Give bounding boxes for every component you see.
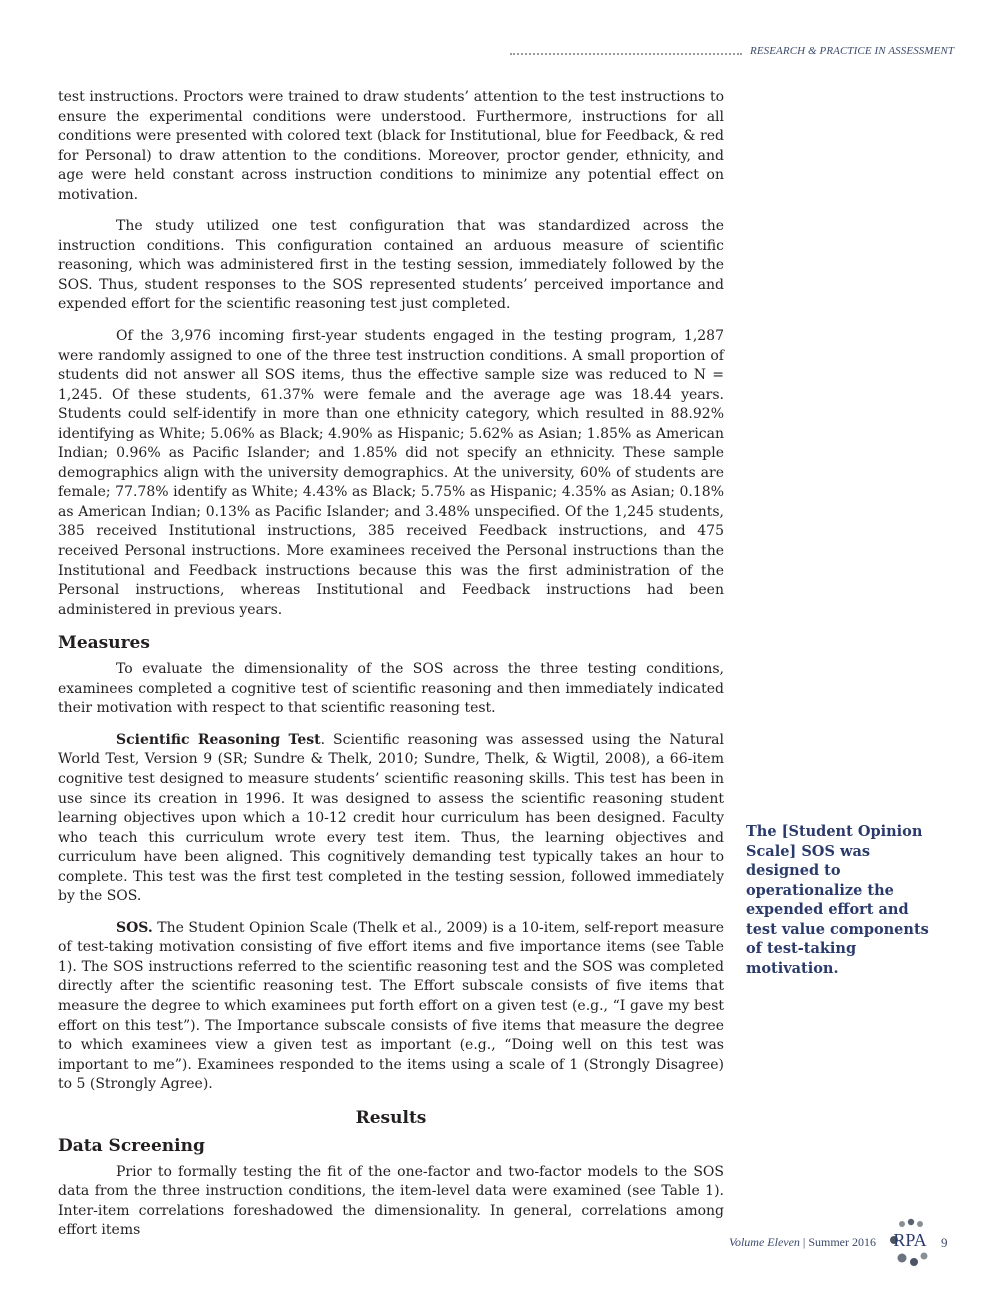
footer-separator: |	[799, 1235, 809, 1249]
paragraph-3: Of the 3,976 incoming first-year students engaged in the testing program, 1,287 were randomly assigned to one of the three test instruction conditions. A small proportion of students did not answer all SOS items, thus the effective sample size was reduced to N = 1,245. Of these students, 61.37% were female and the average age was 18.44 years. Students could self-identify in more than one ethnicity category, which resulted in 88.92% identifying as White; 5.06% as Black; 4.90% as Hispanic; 5.62% as Asian; 1.85% as American Indian; 0.96% as Pacific Islander; and 1.85% did not specify an ethnicity. These sample demographics align with the university demographics. At the university, 60% of students are female; 77.78% identify as White; 4.43% as Black; 5.75% as Hispanic; 4.35% as Asian; 0.18% as American Indian; 0.13% as Pacific Islander; and 3.48% unspecified. Of the 1,245 students, 385 received Institutional instructions, 385 received Feedback instructions, and 475 received Personal instructions. More examinees received the Personal instructions than the Institutional and Feedback instructions because this was the first administration of the Personal instructions, whereas Institutional and Feedback instructions had been administered in previous years.	[58, 328, 724, 618]
paragraph-4: To evaluate the dimensionality of the SOS across the three testing conditions, examinees completed a cognitive test of scientific reasoning and then immediately indicated their motivation with respect to that scientific reasoning test.	[58, 661, 724, 717]
footer-issue: Summer 2016	[808, 1235, 876, 1249]
heading-measures: Measures	[58, 633, 150, 654]
rpa-logo-icon	[880, 1218, 936, 1274]
paragraph-2: The study utilized one test configuration that was standardized across the instruction conditions. This configuration contained an arduous measure of scientific reasoning, which was administered first in the testing session, immediately followed by the SOS. Thus, student responses to the SOS represented students’ perceived importance and expended effort for the scientific reasoning test just completed.	[58, 218, 724, 313]
paragraph-7: Prior to formally testing the fit of the one-factor and two-factor models to the SOS data from the three instruction conditions, the item-level data were examined (see Table 1). Inter-item correlations foreshadowed the dimensionality. In general, correlations among effort items	[58, 1163, 724, 1239]
pull-quote: The [Student Opinion Scale] SOS was designed to operationalize the expended effort and test value components of test-taking motivation.	[746, 823, 929, 977]
logo-text: RPA	[893, 1230, 927, 1250]
running-head: RESEARCH & PRACTICE IN ASSESSMENT	[750, 45, 955, 57]
paragraph-6-text: The Student Opinion Scale (Thelk et al., 2009) is a 10-item, self-report measure of test-taking motivation consisting of five effort items and five importance items (see Table 1). The SOS instructions referred to the scientific reasoning test and the SOS was completed directly after the scientific reasoning test. The Effort subscale consists of five items that measure the degree to which examinees put forth effort on a given test (e.g., “I gave my best effort on this test”). The Importance subscale consists of five items that measure the degree to which examinees view a given test as important (e.g., “Doing well on this test was important to me”). Examinees responded to the items using a scale of 1 (Strongly Disagree) to 5 (Strongly Agree).	[58, 919, 724, 1093]
heading-results: Results	[355, 1107, 427, 1128]
paragraph-5	[58, 731, 724, 907]
article-body	[58, 88, 724, 1253]
paragraph-5-text: . Scientific reasoning was assessed using the Natural World Test, Version 9 (SR; Sundre & Thelk, 2010; Sundre, Thelk, & Wigtil, 2008), a 66-item cognitive test designed to measure students’ scientific reasoning skills. This test has been in use since its creation in 1996. It was designed to assess the scientific reasoning student learning objectives upon which a 10-12 credit hour curriculum has been designed. Faculty who teach this curriculum wrote every test item. Thus, the learning objectives and curriculum have been aligned. This cognitively demanding test typically takes an hour to complete. This test was the first test completed in the testing session, followed immediately by the SOS.	[58, 731, 725, 905]
footer-volume: Volume Eleven	[728, 1235, 800, 1249]
footer-issue-info	[700, 1235, 876, 1250]
heading-data-screening: Data Screening	[58, 1135, 205, 1156]
paragraph-1: test instructions. Proctors were trained to draw students’ attention to the test instructions to ensure the experimental conditions were understood. Furthermore, instructions for all conditions were presented with colored text (black for Institutional, blue for Feedback, & red for Personal) to draw attention to the conditions. Moreover, proctor gender, ethnicity, and age were held constant across instruction conditions to minimize any potential effect on motivation.	[58, 89, 724, 203]
runin-scientific-reasoning-test: Scientific Reasoning Test	[116, 731, 321, 748]
runin-sos: SOS.	[116, 919, 153, 936]
page-number: 9	[941, 1235, 948, 1250]
paragraph-6	[58, 919, 724, 1095]
header-dotted-rule	[510, 53, 742, 55]
